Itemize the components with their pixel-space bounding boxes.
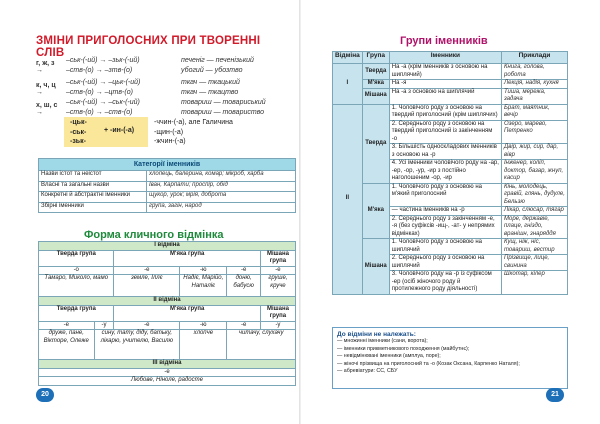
category-example: Іван, Карпати; проспір, обід [147,181,296,192]
suffix-result: -жчин-(-а) [154,138,186,145]
alternation-rule: –ств-(о) → –цтв-(о) [66,89,133,96]
vocative-example: читачу, слухачу [227,330,296,360]
noun-groups-title: Групи іменників [400,35,488,47]
table-row [333,88,568,104]
table-row [333,183,568,207]
col-header-nouns: Іменники [389,52,501,64]
noun-rule: На -я [389,80,501,89]
declension-3-header: III відміна [39,360,296,369]
noun-rule: — частина іменників на -р [389,207,501,216]
noun-example: Двір, жир, сир, дар, вівр [502,144,568,160]
table-row [333,104,568,120]
ending: -е [114,266,180,275]
noun-example: Тиша, мережа, задача [502,88,568,104]
noun-rule: 3. Більшість односкладових іменників з основою на -р [389,144,501,160]
alternation-example: товариш — товариство [181,109,265,116]
vocative-example: друже, пане, Вікторе, Олеже [39,330,95,360]
ending: -ю [180,266,227,275]
category-example: хлопець, балерина, комар; мікроб, харба [147,171,296,182]
table-row [333,80,568,89]
alternation-example: товариш — товариський [181,99,266,106]
noun-example: Лекція, надія, кухня [502,80,568,89]
alternation-rule: –ств-(о) → –зтв-(о) [66,67,133,74]
table-row [333,239,568,255]
suffix-item: -ськ- [70,128,87,136]
noun-rule: На -а (крім іменників з основою на шиплячий) [389,64,501,80]
noun-example: Море, державіе, плаце, гніздо, вранішн, знаряддя [502,215,568,239]
alternation-label: к, ч, ц → [36,82,56,96]
category-name: Збірні іменники [39,202,147,213]
ending: -е [260,266,295,275]
noun-rule: 1. Чоловічого роду з основою на м'який приголосний [389,183,501,207]
category-example: щукор, урок; мрія, доброта [147,192,296,203]
alternation-rule: –ств-(о) → –ств-(о) [66,109,133,116]
page-number-right: 21 [546,388,564,402]
vocative-example: груше, круче [260,275,295,297]
note-item: — жіночі прізвища на приголосний та -о (Козак Оксана, Карпенко Наталя); [337,360,520,367]
declension-label: I [333,64,363,105]
mixed-group-header: Мішана група [260,250,295,266]
noun-rule: На -а з основою на шиплячий [389,88,501,104]
suffix-result: -ччин-(-а), але Галичина [154,119,233,126]
col-header-declension: Відміна [333,52,363,64]
noun-example: Шкотар, кілер [502,271,568,295]
suffix-combination [64,117,288,147]
table-row [333,64,568,80]
group-label: Тверда [362,104,389,183]
ending: -е [227,321,260,330]
suffix-left-column [70,118,87,147]
soft-group-header: М'яка група [114,305,260,321]
noun-example: Книга, голова, робота [502,64,568,80]
alternation-example: убогий — убозтво [181,67,243,74]
noun-example: Кінь, молодець, гравій, глянь, дудуле, Бельзю [502,183,568,207]
declension-2-header: II відміна [39,297,296,306]
declension-label: II [333,104,363,294]
note-item: — множинні іменники (сани, ворота); [337,338,428,344]
table-row [39,171,296,182]
exceptions-note [332,327,568,389]
col-header-examples: Приклади [502,52,568,64]
note-item: — невідмінювані іменники (амплуа, поре); [337,353,441,360]
suffix-item: -зьк- [70,138,86,145]
alternation-example: ткач — ткацтво [181,89,239,96]
noun-rule: 1. Чоловічого роду з основою на твердий приголосний (крім шиплячих) [389,104,501,120]
vocative-example: Любове, Ніноле, радосте [39,377,296,386]
noun-rule: 2. Середнього роду з основою на твердий приголосний із закінченням -о [389,120,501,144]
noun-rule: 3. Чоловічого роду на -р із суфіксом -ер (осіб жіночого роду й протилежного роду діяльності) [389,271,501,295]
alternation-group-g [36,56,286,76]
noun-example: Озеро, марево, Петренко [502,120,568,144]
noun-groups-table [332,51,568,295]
alternation-group-k [36,78,286,98]
ending: -ю [180,321,227,330]
vocative-example: Надіє, Марійо, Наталіє [180,275,227,297]
noun-example: Кущ, ніж, ніс, товариш, вестир [502,239,568,255]
vocative-example: земле, Іллє [114,275,180,297]
suffix-item: -цьк- [70,119,87,126]
declension-1-header: I відміна [39,242,296,251]
ending: -е [114,321,180,330]
suffix-plus: + -ин-(-а) [104,127,135,134]
alternation-group-kh [36,98,286,118]
vocative-example: доню, бабусю [227,275,260,297]
ending: -е [39,368,296,377]
alternation-example: ткач — ткацький [181,79,240,86]
category-name: Власні та загальні назви [39,181,147,192]
noun-example: Лікар, слюсар, тягар [502,207,568,216]
alternation-rule: –ськ-(-ий) → –цьк-(-ий) [66,79,141,86]
ending: -е [39,321,95,330]
category-example: група, загін, народ [147,202,296,213]
noun-example: Інженер, коліп, доктор, базар, жнуп, касир [502,160,568,184]
book-gutter [299,0,301,424]
note-item: — абревіатури: СС, СБУ [337,368,398,375]
vocative-table [38,241,296,386]
suffix-result: -щин-(-а) [154,128,184,136]
suffix-right-column [154,118,233,147]
noun-categories-table [38,158,296,213]
noun-rule: 4. Усі іменники чоловічого роду на -ар, -ер, -ор, -ур, -ир з постійно наголошеним -ор, -ир [389,160,501,184]
group-label: М'яка [362,183,389,239]
group-label: Мішана [362,88,389,104]
noun-rule: 2. Середнього роду з закінченням -е, -я (без суфіксів -ищ-, -ат- у непрямих відмінках) [389,215,501,239]
alternation-label: х, ш, с → [36,102,58,116]
consonant-changes-title: ЗМІНИ ПРИГОЛОСНИХ ПРИ ТВОРЕННІ СЛІВ [36,35,261,59]
noun-example: Прізвище, лице, свинина [502,255,568,271]
note-item: — іменники прикметникового походження (майбутнє); [337,345,470,352]
alternation-label: г, ж, з → [36,60,55,74]
ending: -о [39,266,114,275]
mixed-group-header: Мішана група [260,305,295,321]
noun-example: Брат, маятник, вечір [502,104,568,120]
alternation-example: печеніг — печенізький [181,57,254,64]
table-row [39,192,296,203]
vocative-example: сину, тату, діду, батьку, лікарю, учителю, Василю [94,330,180,360]
noun-rule: 1. Чоловічого роду з основою на шиплячий [389,239,501,255]
ending: -е [227,266,260,275]
hard-group-header: Тверда група [39,250,114,266]
ending: -у [260,321,295,330]
page-number-left: 20 [36,388,54,402]
categories-title: Категорії іменників [39,159,296,171]
vocative-example: хлопче [180,330,227,360]
category-name: Назви істот та неістот [39,171,147,182]
noun-rule: 2. Середнього роду з основою на шиплячий [389,255,501,271]
alternation-rule: –ськ-(-ий) → –ськ-(-ий) [66,99,140,106]
hard-group-header: Тверда група [39,305,114,321]
group-label: Мішана [362,239,389,295]
vocative-example: Тамаро, Миколо, мамо [39,275,114,297]
group-label: Тверда [362,64,389,80]
table-row [39,202,296,213]
vocative-title: Форма кличного відмінка [84,229,224,241]
ending: -у [94,321,114,330]
group-label: М'яка [362,80,389,89]
alternation-rule: –ськ-(-ий) → –зьк-(-ий) [66,57,140,64]
soft-group-header: М'яка група [114,250,260,266]
note-title: До відміни не належать: [337,331,416,338]
category-name: Конкретні й абстрактні іменники [39,192,147,203]
col-header-group: Група [362,52,389,64]
table-row [39,181,296,192]
